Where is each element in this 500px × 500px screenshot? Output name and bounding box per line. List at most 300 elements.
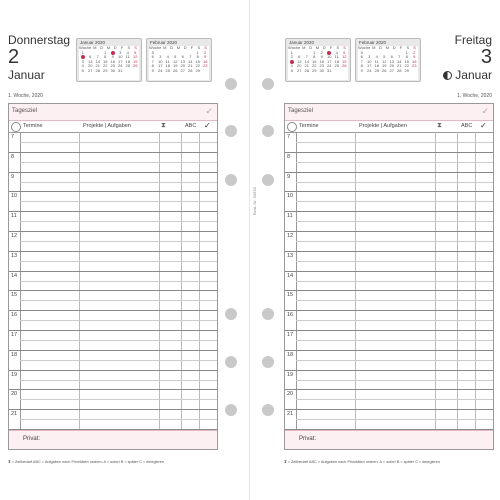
mini-calendar-cell: 6 bbox=[89, 54, 92, 60]
month-name bbox=[443, 68, 492, 82]
hour-label: 9 bbox=[11, 173, 15, 180]
mini-calendar-cell: 1 bbox=[290, 49, 293, 55]
mini-calendar-cell: D bbox=[183, 45, 187, 50]
hour-label: 8 bbox=[287, 153, 291, 160]
hour-line bbox=[285, 211, 493, 212]
hour-label: 18 bbox=[287, 351, 294, 358]
mini-calendar-cell: 12 bbox=[133, 54, 138, 60]
mini-calendar-cell: 4 bbox=[126, 49, 129, 55]
column-abc: ABC bbox=[461, 123, 473, 129]
half-hour-line bbox=[20, 261, 217, 262]
hour-label: 17 bbox=[287, 332, 294, 338]
hour-line bbox=[285, 231, 493, 232]
hour-line bbox=[9, 290, 217, 291]
mini-calendar-cell: 20 bbox=[180, 63, 185, 69]
mini-calendar-title: Januar 2020 bbox=[289, 40, 315, 45]
binder-hole bbox=[262, 308, 274, 320]
legend: ⧗ = Zeitbedarf ABC = Aufgaben nach Prioritäten ordnen: A = sofort B = später C = delegieren bbox=[8, 460, 165, 464]
mini-calendar-row bbox=[149, 69, 209, 74]
hour-label: 16 bbox=[287, 312, 294, 319]
half-hour-line bbox=[20, 201, 217, 202]
mini-calendar-cell: 4 bbox=[375, 54, 378, 60]
hour-line bbox=[285, 172, 493, 173]
mini-calendar-january bbox=[76, 38, 142, 82]
mini-calendar-cell: 25 bbox=[374, 67, 379, 73]
mini-calendar-cell: 19 bbox=[173, 63, 178, 69]
column-check: ✓ bbox=[204, 121, 211, 130]
mini-calendar-cell: 5 bbox=[343, 49, 346, 55]
mini-calendar-cell: 6 bbox=[390, 54, 393, 60]
mini-calendar-cell: 2 bbox=[413, 49, 416, 55]
mini-calendar-cell: 5 bbox=[383, 54, 386, 60]
half-hour-line bbox=[20, 320, 217, 321]
half-hour-line bbox=[296, 399, 493, 400]
mini-calendar-cell: 8 bbox=[405, 54, 408, 60]
mini-calendar-cell: 25 bbox=[125, 63, 130, 69]
mini-calendar-cell: 13 bbox=[88, 58, 93, 64]
mini-calendar-cell: S bbox=[406, 45, 410, 50]
mini-calendar-cell: 28 bbox=[188, 67, 193, 73]
mini-calendar-cell: 28 bbox=[397, 67, 402, 73]
page-gutter bbox=[249, 0, 250, 500]
hour-line bbox=[9, 310, 217, 311]
mini-calendar-cell: 4 bbox=[81, 63, 84, 69]
half-hour-line bbox=[296, 320, 493, 321]
half-hour-line bbox=[296, 300, 493, 301]
mini-calendar-cell: 21 bbox=[95, 63, 100, 69]
column-abc: ABC bbox=[185, 123, 197, 129]
mini-calendar-cell: D bbox=[379, 45, 383, 50]
mini-calendar-cell: Woche bbox=[288, 45, 301, 50]
hour-label: 16 bbox=[11, 312, 18, 319]
mini-calendar-cell: 11 bbox=[165, 58, 170, 64]
binder-hole bbox=[225, 174, 237, 186]
binder-hole bbox=[225, 308, 237, 320]
half-hour-line bbox=[20, 360, 217, 361]
half-hour-line bbox=[20, 399, 217, 400]
day-planner bbox=[284, 103, 494, 450]
hour-line bbox=[9, 389, 217, 390]
mini-calendar-cell: 27 bbox=[88, 67, 93, 73]
mini-calendar-cell: M bbox=[176, 45, 181, 50]
mini-calendar-cell: 10 bbox=[158, 58, 163, 64]
mini-calendar-cell: 13 bbox=[389, 58, 394, 64]
mini-calendar-cell bbox=[341, 69, 349, 74]
spine-text: Best.-Nr. 50530 bbox=[252, 187, 257, 215]
mini-calendar-cell: S bbox=[204, 45, 207, 50]
mini-calendar-cell: 6 bbox=[181, 54, 184, 60]
mini-calendar-cell: 6 bbox=[298, 54, 301, 60]
mini-calendar-cell: 1 bbox=[196, 49, 199, 55]
binder-hole bbox=[225, 356, 237, 368]
mini-calendar-cell: 25 bbox=[165, 67, 170, 73]
mini-calendar-cell: 23 bbox=[412, 63, 417, 69]
mini-calendar-cell: 9 bbox=[151, 67, 154, 73]
mini-calendar-cell: 16 bbox=[319, 58, 324, 64]
hour-label: 13 bbox=[11, 252, 18, 259]
mini-calendar-cell: 20 bbox=[297, 63, 302, 69]
hourglass-icon: ⧗ bbox=[161, 122, 166, 129]
mini-calendar-cell: 14 bbox=[95, 58, 100, 64]
mini-calendar-cell: 2 bbox=[204, 49, 207, 55]
hour-label: 13 bbox=[287, 252, 294, 259]
mini-calendar-cell: 26 bbox=[342, 63, 347, 69]
mini-calendar-cell: 24 bbox=[158, 67, 163, 73]
month-name: Januar bbox=[8, 68, 45, 82]
mini-calendar-cell bbox=[132, 69, 140, 74]
mini-calendar-cell: 26 bbox=[133, 63, 138, 69]
half-hour-line bbox=[296, 182, 493, 183]
mini-calendar-cell: 21 bbox=[397, 63, 402, 69]
mini-calendar-cell: D bbox=[170, 45, 174, 50]
mini-calendar-january bbox=[285, 38, 351, 82]
mini-calendar-cell: 21 bbox=[188, 63, 193, 69]
half-hour-line bbox=[20, 300, 217, 301]
mini-calendar-cell: Woche bbox=[149, 45, 162, 50]
mini-calendar-cell: 1 bbox=[81, 49, 84, 55]
mini-calendar-cell: 15 bbox=[195, 58, 200, 64]
hour-label: 7 bbox=[287, 134, 291, 140]
mini-calendar-cell: 22 bbox=[312, 63, 317, 69]
hour-line bbox=[285, 271, 493, 272]
hour-line bbox=[285, 152, 493, 153]
moon-phase-icon bbox=[443, 71, 452, 80]
mini-calendar-cell: M bbox=[93, 45, 97, 50]
private-section bbox=[285, 430, 493, 449]
mini-calendar-grid bbox=[149, 46, 209, 80]
mini-calendar-cell: 29 bbox=[312, 67, 317, 73]
mini-calendar-cell: 1 bbox=[104, 49, 107, 55]
mini-calendar-cell: 13 bbox=[180, 58, 185, 64]
mini-calendar-cell: 17 bbox=[367, 63, 372, 69]
mini-calendar-cell: 3 bbox=[368, 54, 371, 60]
hourglass-icon: ⧗ bbox=[437, 122, 442, 129]
clock-icon bbox=[287, 122, 297, 132]
week-label: 1. Woche, 2020 bbox=[457, 93, 492, 99]
mini-calendar-cell: M bbox=[163, 45, 167, 50]
mini-calendar-row bbox=[358, 69, 418, 74]
mini-calendar-cell: 16 bbox=[203, 58, 208, 64]
column-header bbox=[9, 121, 217, 133]
hour-line bbox=[9, 350, 217, 351]
mini-calendar-cell: 23 bbox=[110, 63, 115, 69]
mini-calendar-cell: Woche bbox=[79, 45, 92, 50]
mini-calendar-cell: 7 bbox=[151, 58, 154, 64]
mini-calendar-cell: 11 bbox=[374, 58, 379, 64]
mini-calendar-cell: 22 bbox=[103, 63, 108, 69]
mini-calendar-cell: 21 bbox=[304, 63, 309, 69]
mini-calendar-cell: 13 bbox=[297, 58, 302, 64]
hour-label: 17 bbox=[11, 332, 18, 338]
hour-label: 21 bbox=[11, 411, 18, 418]
mini-calendar-cell: 18 bbox=[374, 63, 379, 69]
day-planner bbox=[8, 103, 218, 450]
mini-calendar-cell: 28 bbox=[304, 67, 309, 73]
mini-calendar-cell: 7 bbox=[398, 54, 401, 60]
mini-calendar-cell: D bbox=[113, 45, 117, 50]
binder-hole bbox=[262, 404, 274, 416]
mini-calendar-cell: 3 bbox=[159, 54, 162, 60]
mini-calendar-cell: 7 bbox=[96, 54, 99, 60]
hour-label: 12 bbox=[287, 233, 294, 239]
mini-calendar-cell: 12 bbox=[173, 58, 178, 64]
mini-calendar-cell: 5 bbox=[360, 49, 363, 55]
mini-calendar-cell: 31 bbox=[118, 67, 123, 73]
mini-calendar-cell: 6 bbox=[151, 54, 154, 60]
hour-line bbox=[285, 370, 493, 371]
mini-calendar-cell: D bbox=[100, 45, 104, 50]
mini-calendar-cell: S bbox=[127, 45, 131, 50]
hour-line bbox=[9, 152, 217, 153]
half-hour-line bbox=[296, 360, 493, 361]
hour-line bbox=[9, 330, 217, 331]
mini-calendar-cell: M bbox=[106, 45, 111, 50]
mini-calendar-cell: 30 bbox=[319, 67, 324, 73]
hour-line bbox=[285, 350, 493, 351]
hour-line bbox=[9, 271, 217, 272]
binder-hole bbox=[262, 356, 274, 368]
private-label: Privat: bbox=[23, 436, 41, 442]
hour-label: 7 bbox=[11, 134, 15, 140]
mini-calendar-cell: Woche bbox=[358, 45, 371, 50]
mini-calendar-cell: 12 bbox=[382, 58, 387, 64]
mini-calendar-cell: 20 bbox=[88, 63, 93, 69]
mini-calendar-cell: S bbox=[336, 45, 340, 50]
goal-label: Tagesziel bbox=[12, 108, 38, 114]
half-hour-line bbox=[296, 419, 493, 420]
half-hour-line bbox=[296, 221, 493, 222]
mini-calendar-cell: 30 bbox=[110, 67, 115, 73]
mini-calendar-cell: 24 bbox=[118, 63, 123, 69]
goal-bar bbox=[285, 104, 493, 121]
mini-calendar-cell: 27 bbox=[389, 67, 394, 73]
mini-calendar-cell: 15 bbox=[312, 58, 317, 64]
right-page bbox=[255, 0, 500, 500]
mini-calendar-cell: 14 bbox=[397, 58, 402, 64]
week-label: 1. Woche, 2020 bbox=[8, 93, 43, 99]
mini-calendar-cell: 10 bbox=[118, 54, 123, 60]
mini-calendar-cell: F bbox=[399, 45, 403, 50]
mini-calendar-title: Januar 2020 bbox=[80, 40, 106, 45]
hour-line bbox=[9, 231, 217, 232]
private-section bbox=[9, 430, 217, 449]
mini-calendar-cell: 10 bbox=[367, 58, 372, 64]
mini-calendar-cell: 11 bbox=[125, 54, 130, 60]
mini-calendar-cell: 5 bbox=[174, 54, 177, 60]
mini-calendar-cell: F bbox=[190, 45, 194, 50]
day-name: Donnerstag bbox=[8, 33, 71, 47]
mini-calendar-cell: D bbox=[322, 45, 326, 50]
mini-calendar-cell: 22 bbox=[404, 63, 409, 69]
private-label: Privat: bbox=[299, 436, 317, 442]
mini-calendar-february bbox=[355, 38, 421, 82]
mini-calendar-cell: 5 bbox=[290, 67, 293, 73]
binder-hole bbox=[225, 404, 237, 416]
hour-label: 10 bbox=[287, 193, 294, 200]
mini-calendar-cell: S bbox=[413, 45, 416, 50]
mini-calendar-cell: 3 bbox=[119, 49, 122, 55]
mini-calendar-cell: 2 bbox=[290, 54, 293, 60]
hour-label: 15 bbox=[287, 292, 294, 299]
mini-calendar-cell: 6 bbox=[360, 54, 363, 60]
hour-line bbox=[9, 409, 217, 410]
binder-hole bbox=[225, 78, 237, 90]
mini-calendar-cell: 2 bbox=[320, 49, 323, 55]
mini-calendar-cell: 9 bbox=[360, 67, 363, 73]
mini-calendar-cell: 9 bbox=[204, 54, 207, 60]
hour-line bbox=[9, 370, 217, 371]
mini-calendar-cell: 24 bbox=[367, 67, 372, 73]
half-hour-line bbox=[296, 142, 493, 143]
half-hour-line bbox=[20, 241, 217, 242]
column-termine: Termine bbox=[299, 123, 319, 129]
mini-calendar-cell: 1 bbox=[405, 49, 408, 55]
half-hour-line bbox=[20, 281, 217, 282]
binder-hole bbox=[225, 125, 237, 137]
half-hour-line bbox=[20, 340, 217, 341]
mini-calendar-cell: 25 bbox=[334, 63, 339, 69]
mini-calendar-cell: 23 bbox=[319, 63, 324, 69]
hour-label: 12 bbox=[11, 233, 18, 239]
mini-calendar-cell: 9 bbox=[320, 54, 323, 60]
mini-calendar-cell: 23 bbox=[203, 63, 208, 69]
day-number: 2 bbox=[8, 46, 20, 68]
mini-calendar-cell: 18 bbox=[334, 58, 339, 64]
mini-calendar-title: Februar 2020 bbox=[150, 40, 178, 45]
hour-line bbox=[285, 409, 493, 410]
hour-label: 19 bbox=[11, 371, 18, 378]
mini-calendar-cell: 4 bbox=[166, 54, 169, 60]
mini-calendar-cell: 4 bbox=[290, 63, 293, 69]
mini-calendar-cell: 3 bbox=[81, 58, 84, 64]
hour-label: 20 bbox=[287, 391, 294, 398]
mini-calendar-cell: 4 bbox=[335, 49, 338, 55]
hour-label: 11 bbox=[287, 213, 293, 220]
mini-calendar-cell bbox=[124, 69, 132, 74]
binder-hole bbox=[262, 125, 274, 137]
half-hour-line bbox=[296, 380, 493, 381]
mini-calendar-cell: 24 bbox=[327, 63, 332, 69]
column-projekte: Projekte | Aufgaben bbox=[359, 123, 407, 129]
mini-calendar-row bbox=[288, 69, 348, 74]
mini-calendar-cell: 14 bbox=[188, 58, 193, 64]
hour-line bbox=[9, 211, 217, 212]
mini-calendar-cell: 1 bbox=[313, 49, 316, 55]
hour-label: 10 bbox=[11, 193, 18, 200]
column-header bbox=[285, 121, 493, 133]
mini-calendar-cell: M bbox=[302, 45, 306, 50]
mini-calendar-cell: 8 bbox=[151, 63, 154, 69]
mini-calendar-cell: D bbox=[392, 45, 396, 50]
hour-label: 14 bbox=[287, 272, 294, 279]
mini-calendar-cell: S bbox=[197, 45, 201, 50]
binder-hole bbox=[262, 78, 274, 90]
mini-calendar-cell: 17 bbox=[118, 58, 123, 64]
half-hour-line bbox=[296, 201, 493, 202]
hour-line bbox=[9, 172, 217, 173]
mini-calendar-cell: 20 bbox=[389, 63, 394, 69]
hour-label: 9 bbox=[287, 173, 291, 180]
mini-calendar-cell: 26 bbox=[173, 67, 178, 73]
mini-calendar-cell: 18 bbox=[165, 63, 170, 69]
mini-calendar-cell: 15 bbox=[404, 58, 409, 64]
hour-line bbox=[9, 251, 217, 252]
mini-calendar-cell: 28 bbox=[95, 67, 100, 73]
mini-calendar-grid bbox=[358, 46, 418, 80]
hour-label: 20 bbox=[11, 391, 18, 398]
hour-line bbox=[285, 310, 493, 311]
hour-label: 14 bbox=[11, 272, 18, 279]
mini-calendar-cell: 26 bbox=[382, 67, 387, 73]
hour-label: 11 bbox=[11, 213, 17, 220]
mini-calendar-cell: 19 bbox=[342, 58, 347, 64]
hour-line bbox=[285, 251, 493, 252]
mini-calendar-grid bbox=[79, 46, 139, 80]
left-page bbox=[0, 0, 245, 500]
mini-calendar-cell: 11 bbox=[334, 54, 339, 60]
mini-calendar-cell: 8 bbox=[313, 54, 316, 60]
mini-calendar-cell: 5 bbox=[151, 49, 154, 55]
half-hour-line bbox=[296, 261, 493, 262]
mini-calendar-cell: 8 bbox=[196, 54, 199, 60]
mini-calendar-cell: M bbox=[372, 45, 376, 50]
mini-calendar-grid bbox=[288, 46, 348, 80]
clock-icon bbox=[11, 122, 21, 132]
mini-calendar-cell: 9 bbox=[111, 54, 114, 60]
mini-calendar-cell: M bbox=[315, 45, 320, 50]
hour-line bbox=[285, 330, 493, 331]
goal-bar bbox=[9, 104, 217, 121]
half-hour-line bbox=[20, 182, 217, 183]
mini-calendar-cell: S bbox=[343, 45, 346, 50]
hour-label: 15 bbox=[11, 292, 18, 299]
mini-calendar-cell: 17 bbox=[327, 58, 332, 64]
mini-calendar-cell: 22 bbox=[195, 63, 200, 69]
mini-calendar-cell: S bbox=[134, 45, 137, 50]
mini-calendar-cell bbox=[333, 69, 341, 74]
mini-calendar-cell: 29 bbox=[404, 67, 409, 73]
half-hour-line bbox=[296, 241, 493, 242]
mini-calendar-cell: 18 bbox=[125, 58, 130, 64]
mini-calendar-cell: 5 bbox=[134, 49, 137, 55]
half-hour-line bbox=[296, 340, 493, 341]
hour-label: 8 bbox=[11, 153, 15, 160]
mini-calendar-cell: M bbox=[385, 45, 390, 50]
half-hour-line bbox=[296, 162, 493, 163]
mini-calendar-cell: F bbox=[329, 45, 333, 50]
mini-calendar-cell bbox=[202, 69, 210, 74]
mini-calendar-cell: 29 bbox=[103, 67, 108, 73]
mini-calendar-cell: 27 bbox=[297, 67, 302, 73]
mini-calendar-cell: 19 bbox=[382, 63, 387, 69]
mini-calendar-cell: 27 bbox=[180, 67, 185, 73]
hour-line bbox=[285, 191, 493, 192]
mini-calendar-cell: 31 bbox=[327, 67, 332, 73]
mini-calendar-cell: 12 bbox=[342, 54, 347, 60]
mini-calendar-cell: 7 bbox=[189, 54, 192, 60]
goal-label: Tagesziel bbox=[288, 108, 314, 114]
half-hour-line bbox=[20, 142, 217, 143]
mini-calendar-cell: F bbox=[120, 45, 124, 50]
mini-calendar-cell: 7 bbox=[360, 58, 363, 64]
hour-line bbox=[9, 191, 217, 192]
day-number: 3 bbox=[480, 46, 492, 68]
mini-calendar-cell: 8 bbox=[104, 54, 107, 60]
hour-label: 18 bbox=[11, 351, 18, 358]
mini-calendar-cell: 10 bbox=[327, 54, 332, 60]
mini-calendar-cell bbox=[411, 69, 419, 74]
mini-calendar-cell: 7 bbox=[305, 54, 308, 60]
